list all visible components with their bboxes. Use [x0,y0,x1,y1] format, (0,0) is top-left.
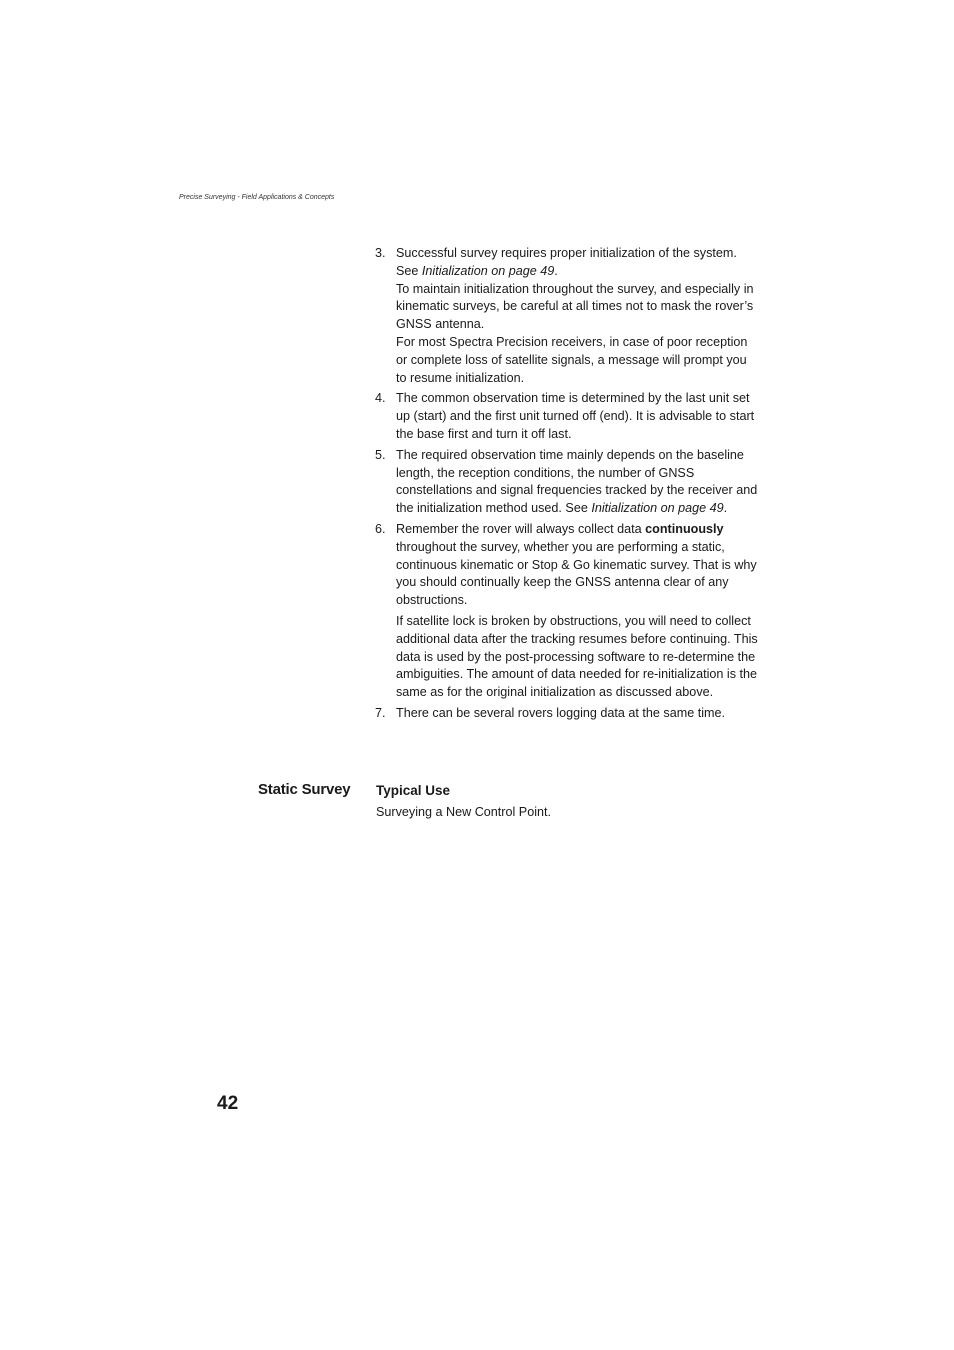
text: Remember the rover will always collect data [396,521,646,536]
list-number: 7. [375,705,386,720]
section-heading: Static Survey [258,781,351,798]
text: throughout the survey, whether you are performing a static, continuous kinematic or Stop & Go kinematic survey. That is why you should continually keep the GNSS antenna clear of any obstructions. [396,539,757,608]
list-number: 4. [375,391,386,406]
list-item-4 [375,390,760,443]
list-number: 3. [375,246,386,260]
list-item-3 [375,245,760,387]
text: The required observation time mainly depends on the baseline length, the reception conditions, the number of GNSS constellations and signal frequencies tracked by the receiver and the initialization method used. See [396,447,758,516]
paragraph [396,447,760,518]
paragraph: There can be several rovers logging data at the same time. [396,705,726,720]
list-item-6 [375,521,760,702]
running-header: Precise Surveying - Field Applications & Concepts [179,194,335,201]
paragraph [396,521,760,610]
emphasis: continuously [645,521,724,536]
paragraph [396,245,760,281]
cross-reference-link[interactable]: Initialization on page 49 [421,263,555,278]
paragraph: The common observation time is determined by the last unit set up (start) and the first unit turned off (end). It is advisable to start the base first and turn it off last. [396,391,755,441]
section-text: Surveying a New Control Point. [376,805,551,819]
subsection-heading: Typical Use [376,783,451,798]
paragraph: To maintain initialization throughout the survey, and especially in kinematic surveys, be careful at all times not to mask the rover’s GNSS antenna. [396,281,754,332]
list-item-5 [375,447,760,518]
list-item-body [396,245,760,387]
cross-reference-link[interactable]: Initialization on page 49 [591,501,724,516]
list-item-body [396,705,760,723]
list-item-body [396,390,760,443]
page-number: 42 [217,1093,239,1114]
text: . [554,263,558,278]
list-item-body [396,521,760,702]
numbered-list [375,245,760,726]
text: . [723,501,728,516]
list-number: 6. [375,521,386,536]
list-item-7 [375,705,760,723]
list-number: 5. [375,447,386,462]
list-item-body [396,447,760,518]
paragraph: If satellite lock is broken by obstructions, you will need to collect additional data after the tracking resumes before continuing. This data is used by the post-processing software to re-determine the ambiguities. The amount of data needed for re-initialization is the same as for the original initialization as discussed above. [396,613,758,700]
text: Successful survey requires proper initialization of the system. See [396,246,737,278]
paragraph: For most Spectra Precision receivers, in case of poor reception or complete loss of satellite signals, a message will prompt you to resume initialization. [396,334,748,385]
